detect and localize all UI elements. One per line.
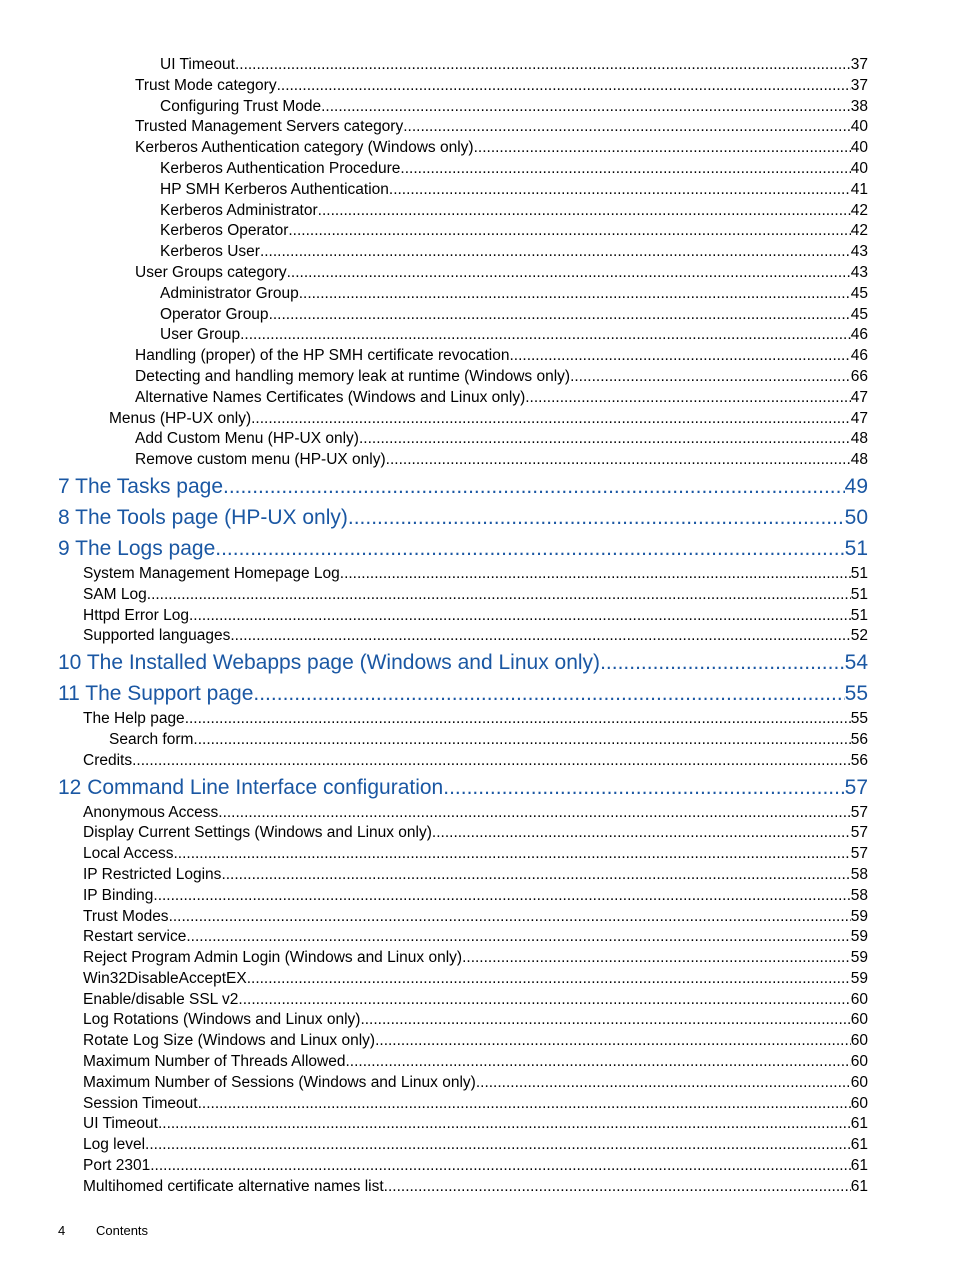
toc-entry[interactable] [0, 907, 868, 928]
toc-entry-page-number: 60 [850, 1053, 868, 1071]
toc-entry-page-number: 48 [850, 451, 868, 469]
toc-entry[interactable] [0, 180, 868, 201]
toc-entry-title: Httpd Error Log [83, 606, 189, 624]
toc-entry-page-number: 59 [850, 928, 868, 946]
toc-entry[interactable] [0, 709, 868, 730]
toc-entry-page-number: 43 [850, 263, 868, 281]
dot-leader [348, 503, 845, 533]
toc-entry-page-number: 42 [850, 201, 868, 219]
toc-entry-title: Log level [83, 1136, 146, 1154]
dot-leader [476, 1073, 851, 1094]
toc-entry-page-number: 61 [850, 1157, 868, 1175]
dot-leader [345, 1052, 850, 1073]
toc-entry-page-number: 61 [850, 1115, 868, 1133]
dot-leader [462, 948, 851, 969]
toc-entry-page-number: 58 [850, 886, 868, 904]
toc-entry-page-number: 61 [850, 1177, 868, 1195]
toc-entry-title: Operator Group [160, 305, 269, 323]
toc-entry[interactable] [0, 242, 868, 263]
toc-entry-title: Restart service [83, 928, 187, 946]
toc-chapter-entry[interactable] [0, 534, 868, 564]
toc-entry-title: UI Timeout [160, 56, 235, 73]
dot-leader [186, 927, 850, 948]
toc-entry-title: Search form [109, 730, 194, 748]
toc-entry-title: Remove custom menu (HP-UX only) [135, 451, 386, 469]
toc-entry-page-number: 60 [850, 990, 868, 1008]
dot-leader [570, 367, 851, 388]
dot-leader [389, 180, 851, 201]
toc-entry-page-number: 55 [850, 710, 868, 728]
toc-entry-page-number: 55 [844, 682, 868, 706]
toc-entry-title: Configuring Trust Mode [160, 97, 322, 115]
toc-entry[interactable] [0, 730, 868, 751]
footer-section-label: Contents [96, 1223, 149, 1238]
dot-leader [223, 472, 845, 502]
toc-entry[interactable] [0, 263, 868, 284]
toc-entry[interactable] [0, 284, 868, 305]
toc-entry[interactable] [0, 388, 868, 409]
dot-leader [247, 969, 851, 990]
toc-entry[interactable] [0, 429, 868, 450]
toc-entry-title: Detecting and handling memory leak at runtime (Windows only) [135, 367, 571, 385]
toc-entry-page-number: 61 [850, 1136, 868, 1154]
toc-entry-title: 12 Command Line Interface configuration [58, 775, 444, 799]
dot-leader [230, 626, 850, 647]
dot-leader [193, 730, 850, 751]
dot-leader [474, 138, 851, 159]
toc-entry[interactable] [0, 1073, 868, 1094]
toc-entry-page-number: 45 [850, 305, 868, 323]
toc-entry-page-number: 40 [850, 159, 868, 177]
toc-entry[interactable] [0, 1094, 868, 1115]
dot-leader [321, 97, 851, 118]
toc-entry-title: IP Binding [83, 886, 154, 904]
toc-entry[interactable] [0, 305, 868, 326]
dot-leader [147, 585, 851, 606]
dot-leader [221, 865, 850, 886]
toc-entry-title: Kerberos Authentication category (Windows only) [135, 139, 474, 157]
toc-entry[interactable] [0, 585, 868, 606]
toc-entry[interactable] [0, 751, 868, 772]
dot-leader [238, 990, 850, 1011]
toc-entry-page-number: 52 [850, 627, 868, 645]
toc-entry-title: Maximum Number of Sessions (Windows and Linux only) [83, 1073, 476, 1091]
toc-entry[interactable] [0, 1135, 868, 1156]
dot-leader [600, 648, 845, 678]
toc-entry[interactable] [0, 1114, 868, 1135]
toc-entry[interactable] [0, 346, 868, 367]
toc-entry[interactable] [0, 606, 868, 627]
toc-entry-title: 11 The Support page [58, 682, 254, 706]
dot-leader [340, 564, 851, 585]
dot-leader [153, 886, 850, 907]
dot-leader [235, 55, 851, 76]
toc-entry-page-number: 51 [850, 564, 868, 582]
toc-entry-page-number: 46 [850, 326, 868, 344]
dot-leader [185, 709, 851, 730]
toc-entry[interactable] [0, 221, 868, 242]
toc-entry-title: Menus (HP-UX only) [109, 409, 252, 427]
toc-entry-page-number: 47 [850, 388, 868, 406]
toc-entry[interactable] [0, 1177, 868, 1198]
toc-entry-title: Kerberos Operator [160, 222, 289, 240]
toc-entry[interactable] [0, 117, 868, 138]
toc-entry-title: SAM Log [83, 585, 147, 603]
toc-entry-page-number: 59 [850, 949, 868, 967]
toc-entry-page-number: 41 [850, 180, 868, 198]
dot-leader [218, 803, 850, 824]
toc-entry-title: Multihomed certificate alternative names list [83, 1177, 384, 1195]
dot-leader [360, 1010, 850, 1031]
dot-leader [251, 409, 851, 430]
dot-leader [299, 284, 851, 305]
toc-entry[interactable] [0, 367, 868, 388]
toc-entry-page-number: 51 [850, 585, 868, 603]
toc-entry-title: Kerberos User [160, 243, 260, 261]
toc-entry[interactable] [0, 865, 868, 886]
toc-entry-page-number: 46 [850, 347, 868, 365]
dot-leader [132, 751, 851, 772]
toc-entry-title: HP SMH Kerberos Authentication [160, 180, 389, 198]
toc-entry[interactable] [0, 409, 868, 430]
toc-entry[interactable] [0, 564, 868, 585]
toc-entry[interactable] [0, 55, 868, 76]
toc-entry[interactable] [0, 990, 868, 1011]
dot-leader [288, 221, 850, 242]
toc-entry[interactable] [0, 450, 868, 471]
toc-entry-title: Supported languages [83, 627, 231, 645]
dot-leader [145, 1135, 851, 1156]
toc-entry[interactable] [0, 1031, 868, 1052]
toc-entry[interactable] [0, 1010, 868, 1031]
toc-entry[interactable] [0, 138, 868, 159]
dot-leader [240, 325, 851, 346]
toc-entry[interactable] [0, 97, 868, 118]
toc-entry-page-number: 56 [850, 730, 868, 748]
toc-entry-page-number: 57 [850, 824, 868, 842]
toc-entry-page-number: 37 [850, 56, 868, 73]
toc-entry[interactable] [0, 969, 868, 990]
dot-leader [150, 1156, 851, 1177]
toc-chapter-entry[interactable] [0, 773, 868, 803]
toc-entry-title: Rotate Log Size (Windows and Linux only) [83, 1032, 376, 1050]
footer-page-number: 4 [58, 1223, 66, 1238]
dot-leader [287, 263, 851, 284]
toc-entry-page-number: 59 [850, 907, 868, 925]
toc-entry-title: User Group [160, 326, 241, 344]
dot-leader [443, 773, 844, 803]
toc-entry-page-number: 48 [850, 430, 868, 448]
dot-leader [215, 534, 844, 564]
toc-entry-page-number: 57 [850, 845, 868, 863]
dot-leader [269, 305, 851, 326]
toc-entry-page-number: 66 [850, 367, 868, 385]
toc-entry[interactable] [0, 948, 868, 969]
page-footer [58, 1223, 148, 1238]
toc-entry-page-number: 56 [850, 751, 868, 769]
toc-entry-page-number: 45 [850, 284, 868, 302]
toc-entry[interactable] [0, 76, 868, 97]
toc-entry-title: Kerberos Authentication Procedure [160, 159, 401, 177]
dot-leader [359, 429, 851, 450]
toc-entry-page-number: 47 [850, 409, 868, 427]
toc-entry-title: Log Rotations (Windows and Linux only) [83, 1011, 361, 1029]
toc-entry-title: Kerberos Administrator [160, 201, 318, 219]
toc-entry-title: 10 The Installed Webapps page (Windows and Linux only) [58, 651, 601, 675]
toc-entry-title: Alternative Names Certificates (Windows and Linux only) [135, 388, 526, 406]
toc-chapter-entry[interactable] [0, 472, 868, 502]
toc-chapter-entry[interactable] [0, 648, 868, 678]
toc-entry[interactable] [0, 927, 868, 948]
toc-entry-page-number: 60 [850, 1011, 868, 1029]
toc-entry-title: Add Custom Menu (HP-UX only) [135, 430, 359, 448]
toc-entry-title: Anonymous Access [83, 803, 219, 821]
dot-leader [189, 606, 851, 627]
toc-entry-title: UI Timeout [83, 1115, 158, 1133]
toc-entry-page-number: 43 [850, 243, 868, 261]
toc-entry-title: Trusted Management Servers category [135, 118, 404, 136]
toc-entry-page-number: 50 [844, 505, 868, 529]
toc-entry-page-number: 49 [844, 474, 868, 498]
toc-entry-page-number: 40 [850, 118, 868, 136]
dot-leader [525, 388, 851, 409]
toc-entry[interactable] [0, 844, 868, 865]
dot-leader [169, 907, 851, 928]
toc-entry-title: 8 The Tools page (HP-UX only) [58, 505, 348, 529]
toc-entry-page-number: 60 [850, 1094, 868, 1112]
toc-entry-title: IP Restricted Logins [83, 865, 222, 883]
table-of-contents [0, 55, 954, 1198]
toc-entry-page-number: 60 [850, 1032, 868, 1050]
toc-entry-page-number: 60 [850, 1073, 868, 1091]
toc-entry-page-number: 54 [844, 651, 868, 675]
dot-leader [277, 76, 851, 97]
toc-entry-page-number: 40 [850, 139, 868, 157]
toc-entry-page-number: 37 [850, 76, 868, 94]
toc-entry-title: Trust Modes [83, 907, 169, 925]
toc-entry[interactable] [0, 626, 868, 647]
dot-leader [386, 450, 851, 471]
dot-leader [198, 1094, 851, 1115]
toc-entry-title: The Help page [83, 710, 185, 728]
dot-leader [432, 823, 851, 844]
toc-entry-page-number: 42 [850, 222, 868, 240]
toc-chapter-entry[interactable] [0, 679, 868, 709]
toc-entry[interactable] [0, 325, 868, 346]
toc-entry-title: Trust Mode category [135, 76, 277, 94]
dot-leader [375, 1031, 851, 1052]
dot-leader [318, 201, 851, 222]
toc-entry-title: 9 The Logs page [58, 536, 216, 560]
toc-entry[interactable] [0, 886, 868, 907]
toc-entry-title: Win32DisableAcceptEX [83, 969, 247, 987]
toc-entry-title: Port 2301 [83, 1157, 151, 1175]
toc-entry-page-number: 51 [850, 606, 868, 624]
toc-entry[interactable] [0, 1052, 868, 1073]
toc-entry[interactable] [0, 823, 868, 844]
toc-entry[interactable] [0, 803, 868, 824]
toc-entry-title: Handling (proper) of the HP SMH certificate revocation [135, 347, 510, 365]
dot-leader [260, 242, 851, 263]
toc-entry-page-number: 59 [850, 969, 868, 987]
toc-entry-page-number: 57 [844, 775, 868, 799]
toc-entry-title: Session Timeout [83, 1094, 198, 1112]
dot-leader [173, 844, 850, 865]
toc-entry-title: Reject Program Admin Login (Windows and Linux only) [83, 949, 463, 967]
toc-entry-page-number: 51 [844, 536, 868, 560]
dot-leader [509, 346, 850, 367]
toc-entry[interactable] [0, 159, 868, 180]
dot-leader [384, 1177, 851, 1198]
dot-leader [400, 159, 850, 180]
toc-entry-title: Enable/disable SSL v2 [83, 990, 239, 1008]
toc-entry-page-number: 57 [850, 803, 868, 821]
toc-entry-title: System Management Homepage Log [83, 564, 340, 582]
toc-chapter-entry[interactable] [0, 503, 868, 533]
toc-entry-title: User Groups category [135, 263, 287, 281]
toc-entry-title: Display Current Settings (Windows and Linux only) [83, 824, 432, 842]
toc-entry-title: Administrator Group [160, 284, 299, 302]
toc-entry[interactable] [0, 1156, 868, 1177]
toc-entry-title: Maximum Number of Threads Allowed [83, 1053, 346, 1071]
toc-entry-page-number: 58 [850, 865, 868, 883]
dot-leader [158, 1114, 851, 1135]
toc-entry-title: Local Access [83, 845, 174, 863]
toc-entry-page-number: 38 [850, 97, 868, 115]
dot-leader [253, 679, 844, 709]
dot-leader [403, 117, 851, 138]
toc-entry-title: Credits [83, 751, 133, 769]
toc-entry[interactable] [0, 201, 868, 222]
toc-entry-title: 7 The Tasks page [58, 474, 224, 498]
